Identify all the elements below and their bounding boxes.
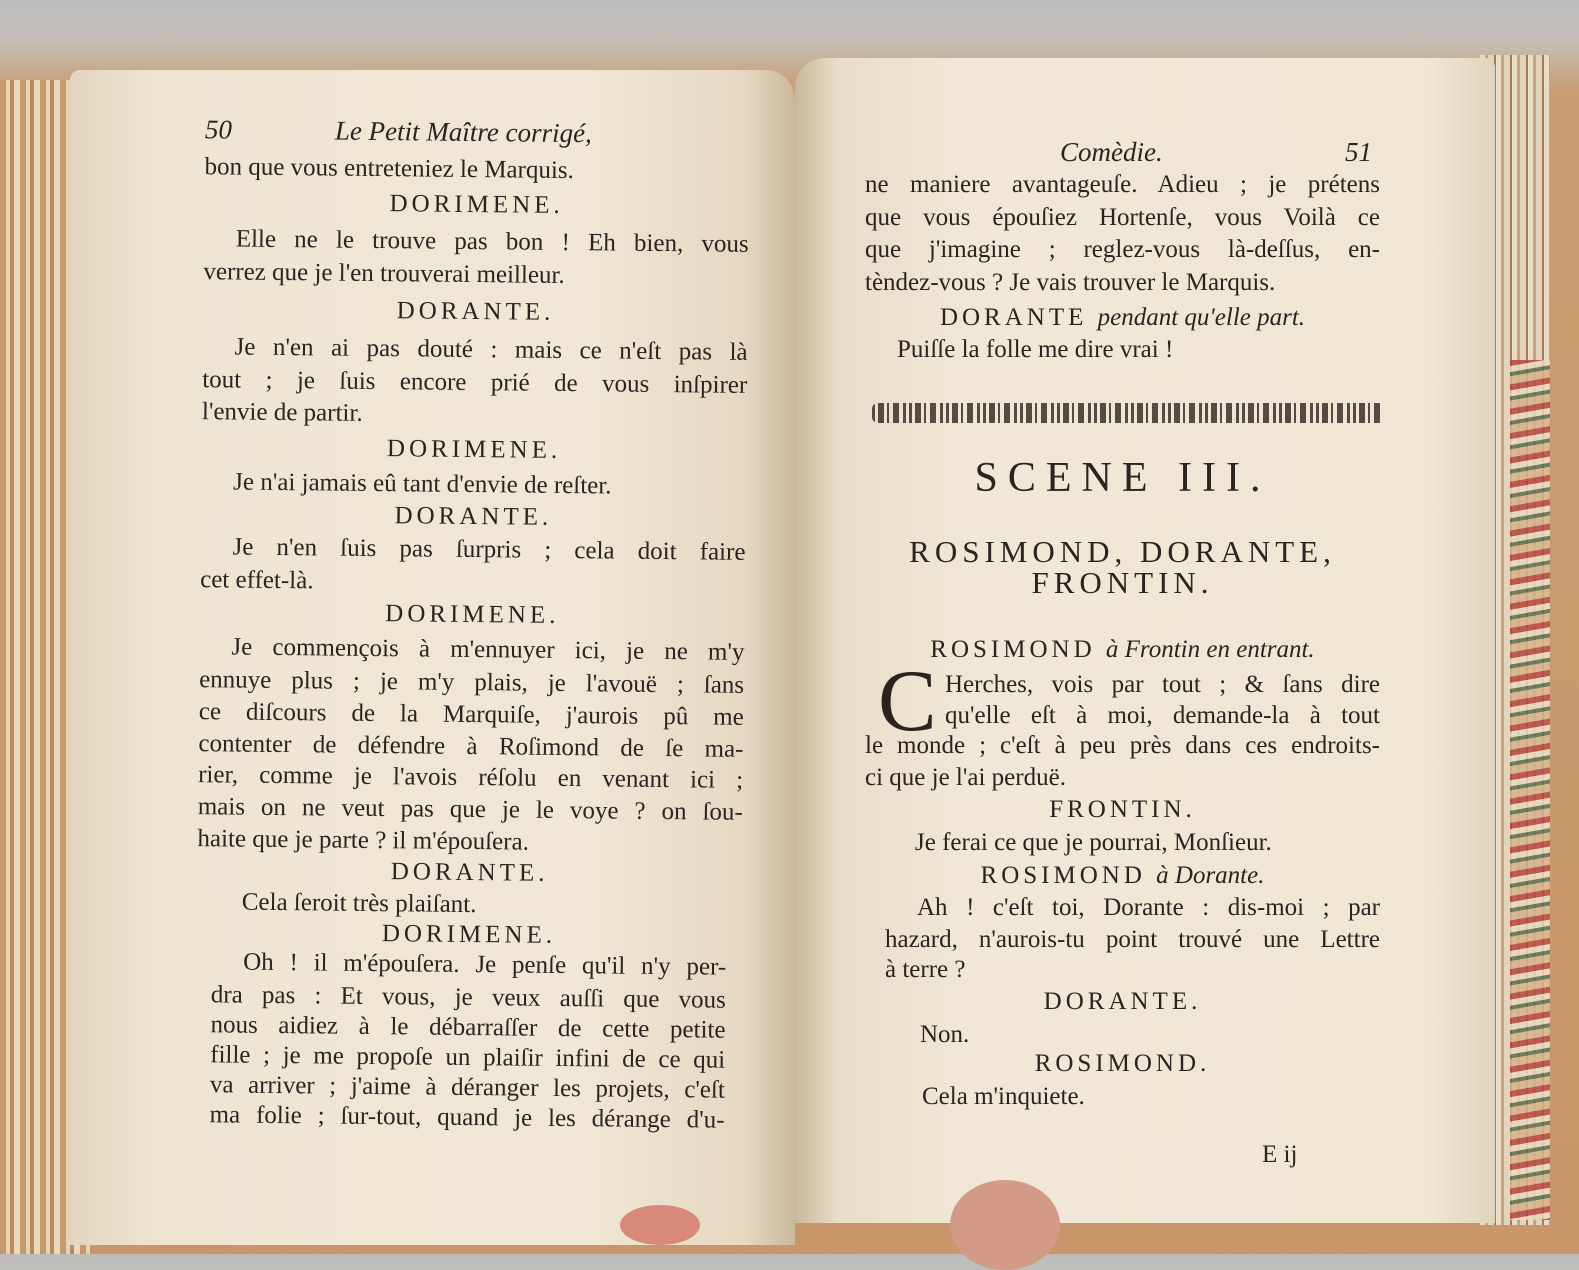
text-line: qu'elle eſt à moi, demande-la à tout	[945, 702, 1380, 729]
drop-cap: C	[878, 653, 937, 750]
text-line: Je n'en ſuis pas ſurpris ; cela doit faire	[232, 533, 746, 566]
thumb	[950, 1180, 1060, 1270]
marbled-edge	[1510, 360, 1550, 1220]
finger	[620, 1205, 700, 1245]
text-line: l'envie de partir.	[201, 398, 363, 427]
stage-direction	[865, 632, 1380, 668]
speaker: FRONTIN.	[1049, 796, 1196, 823]
text-line: Je n'en ai pas douté : mais ce n'eſt pas là	[234, 333, 748, 366]
text-line: dra pas : Et vous, je veux auſſi que vous	[210, 981, 726, 1014]
text-line: bon que vous entreteniez le Marquis.	[204, 153, 574, 185]
speaker: DORANTE.	[390, 858, 549, 887]
page-number: 50	[204, 114, 233, 145]
running-head: Le Petit Maître corrigé,	[334, 115, 593, 149]
scene-title: SCENE III.	[974, 455, 1271, 501]
text-line: Je ferai ce que je pourrai, Monſieur.	[915, 829, 1272, 856]
text-line: tout ; je ſuis encore prié de vous inſpirer	[202, 366, 748, 399]
text-line: mais on ne veut pas que je le voye ? on ſou-	[197, 793, 743, 826]
speaker: ROSIMOND	[930, 636, 1096, 663]
text-line: Elle ne le trouve pas bon ! Eh bien, vous	[235, 225, 749, 258]
direction: à Frontin en entrant.	[1105, 636, 1315, 663]
text-line: que vous épouſiez Hortenſe, vous Voilà ce	[865, 204, 1380, 231]
signature-mark: E ij	[1262, 1141, 1298, 1168]
text-line: haite que je parte ? il m'épouſera.	[197, 825, 530, 856]
text-line: nous aidiez à le débarraſſer de cette petite	[210, 1011, 726, 1044]
text-line: Oh ! il m'épouſera. Je penſe qu'il n'y per-	[243, 948, 727, 981]
speaker: DORIMENE.	[389, 190, 564, 219]
characters-line: FRONTIN.	[1031, 565, 1214, 600]
speaker: DORANTE	[939, 304, 1088, 331]
text-line: ennuye plus ; je m'y plais, je l'avouë ; ſans	[199, 666, 745, 699]
text-line: verrez que je l'en trouverai meilleur.	[203, 258, 565, 289]
text-line: que j'imagine ; reglez-vous là-deſſus, en-	[865, 236, 1380, 263]
text-line: fille ; je me propoſe un plaiſir infini de ce qui	[210, 1041, 726, 1074]
characters-line: ROSIMOND, DORANTE,	[909, 534, 1336, 569]
speaker: DORANTE.	[396, 297, 555, 326]
text-line: Herches, vois par tout ; & ſans dire	[945, 671, 1380, 698]
text-line: à terre ?	[885, 956, 966, 983]
text-line: Cela m'inquiete.	[922, 1083, 1085, 1110]
text-line: hazard, n'aurois-tu point trouvé une Lettre	[885, 926, 1380, 953]
text-line: cet effet-là.	[200, 566, 314, 595]
page-number: 51	[1345, 137, 1372, 167]
text-line: Cela ſeroit très plaiſant.	[241, 888, 477, 919]
text-line: Je n'ai jamais eû tant d'envie de reſter.	[233, 468, 612, 500]
stage-direction	[865, 300, 1380, 336]
text-line: va arriver ; j'aime à déranger les projets, c'eſt	[209, 1071, 726, 1104]
text-line: le monde ; c'eſt à peu près dans ces endroits-	[865, 732, 1380, 759]
direction: à Dorante.	[1156, 862, 1265, 889]
stage-direction	[865, 858, 1380, 894]
text-line: contenter de défendre à Roſimond de ſe ma-	[198, 730, 744, 763]
text-line: rier, comme je l'avois réſolu en venant ici ;	[198, 761, 744, 794]
text-line: Je commençois à m'ennuyer ici, je ne m'y	[231, 633, 745, 666]
text-line: ma folie ; ſur-tout, quand je les dérange d'u-	[209, 1101, 725, 1134]
speaker: ROSIMOND.	[1034, 1050, 1211, 1077]
direction: pendant qu'elle part.	[1097, 304, 1306, 331]
text-line: ci que je l'ai perduë.	[865, 764, 1066, 791]
speaker: DORANTE.	[1043, 988, 1202, 1015]
ornament-band	[872, 403, 1384, 423]
speaker: ROSIMOND	[980, 862, 1146, 889]
text-line: Non.	[920, 1021, 970, 1048]
speaker: DORIMENE.	[385, 600, 560, 629]
text-line: tèndez-vous ? Je vais trouver le Marquis.	[865, 269, 1276, 296]
text-line: Ah ! c'eſt toi, Dorante : dis-moi ; par	[917, 894, 1380, 921]
text-line: Puiſſe la folle me dire vrai !	[897, 336, 1174, 363]
text-line: ce diſcours de la Marquiſe, j'aurois pû me	[198, 698, 744, 731]
speaker: DORANTE.	[394, 502, 553, 531]
speaker: DORIMENE.	[381, 920, 557, 949]
text-line: ne maniere avantageuſe. Adieu ; je prétens	[865, 171, 1380, 198]
running-head: Comèdie.	[1060, 137, 1163, 167]
speaker: DORIMENE.	[386, 435, 562, 464]
